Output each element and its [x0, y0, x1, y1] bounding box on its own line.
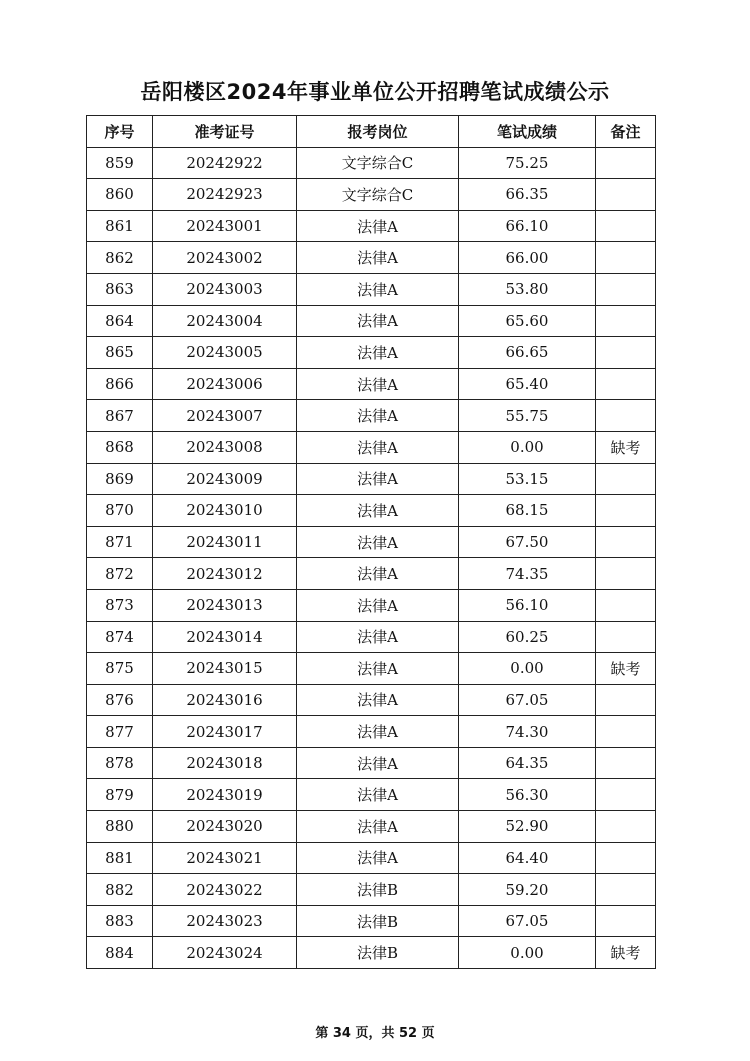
table-row [87, 589, 656, 621]
cell-score: 59.20 [459, 874, 596, 906]
cell-position: 法律A [297, 558, 459, 590]
cell-score: 0.00 [459, 653, 596, 685]
cell-exam-id: 20243005 [153, 337, 297, 369]
cell-score: 68.15 [459, 495, 596, 527]
cell-seq: 878 [87, 747, 153, 779]
table-row [87, 558, 656, 590]
cell-note [596, 589, 656, 621]
table-row [87, 716, 656, 748]
cell-score: 55.75 [459, 400, 596, 432]
cell-position: 法律A [297, 242, 459, 274]
cell-note [596, 905, 656, 937]
cell-exam-id: 20242923 [153, 179, 297, 211]
cell-note [596, 463, 656, 495]
table-row [87, 210, 656, 242]
cell-note [596, 747, 656, 779]
cell-seq: 864 [87, 305, 153, 337]
cell-seq: 875 [87, 653, 153, 685]
table-row [87, 842, 656, 874]
cell-seq: 876 [87, 684, 153, 716]
cell-note [596, 779, 656, 811]
cell-exam-id: 20243013 [153, 589, 297, 621]
cell-note [596, 842, 656, 874]
header-note: 备注 [596, 116, 656, 148]
header-position: 报考岗位 [297, 116, 459, 148]
cell-seq: 883 [87, 905, 153, 937]
cell-exam-id: 20243012 [153, 558, 297, 590]
cell-seq: 867 [87, 400, 153, 432]
cell-score: 56.10 [459, 589, 596, 621]
cell-position: 法律A [297, 747, 459, 779]
cell-exam-id: 20243019 [153, 779, 297, 811]
cell-position: 文字综合C [297, 179, 459, 211]
table-row [87, 273, 656, 305]
cell-exam-id: 20242922 [153, 147, 297, 179]
cell-seq: 863 [87, 273, 153, 305]
cell-exam-id: 20243006 [153, 368, 297, 400]
cell-score: 66.35 [459, 179, 596, 211]
cell-score: 65.60 [459, 305, 596, 337]
cell-seq: 865 [87, 337, 153, 369]
table-row [87, 368, 656, 400]
cell-position: 文字综合C [297, 147, 459, 179]
cell-exam-id: 20243004 [153, 305, 297, 337]
cell-score: 75.25 [459, 147, 596, 179]
header-score: 笔试成绩 [459, 116, 596, 148]
cell-score: 52.90 [459, 811, 596, 843]
cell-position: 法律B [297, 874, 459, 906]
cell-seq: 866 [87, 368, 153, 400]
cell-position: 法律A [297, 684, 459, 716]
cell-position: 法律A [297, 495, 459, 527]
cell-seq: 879 [87, 779, 153, 811]
cell-position: 法律A [297, 305, 459, 337]
cell-note: 缺考 [596, 937, 656, 969]
cell-exam-id: 20243017 [153, 716, 297, 748]
cell-position: 法律B [297, 937, 459, 969]
cell-position: 法律A [297, 400, 459, 432]
cell-note [596, 368, 656, 400]
table-row [87, 495, 656, 527]
cell-score: 74.30 [459, 716, 596, 748]
cell-note [596, 874, 656, 906]
table-row [87, 684, 656, 716]
cell-exam-id: 20243010 [153, 495, 297, 527]
cell-note: 缺考 [596, 431, 656, 463]
cell-score: 64.40 [459, 842, 596, 874]
cell-note [596, 684, 656, 716]
cell-seq: 862 [87, 242, 153, 274]
cell-note [596, 179, 656, 211]
cell-exam-id: 20243011 [153, 526, 297, 558]
cell-position: 法律A [297, 210, 459, 242]
cell-position: 法律A [297, 273, 459, 305]
score-table [86, 115, 656, 969]
cell-exam-id: 20243003 [153, 273, 297, 305]
table-row [87, 905, 656, 937]
cell-exam-id: 20243022 [153, 874, 297, 906]
cell-score: 64.35 [459, 747, 596, 779]
cell-seq: 880 [87, 811, 153, 843]
cell-exam-id: 20243009 [153, 463, 297, 495]
table-row [87, 431, 656, 463]
cell-score: 67.05 [459, 905, 596, 937]
table-row [87, 874, 656, 906]
cell-position: 法律A [297, 337, 459, 369]
table-header-row [87, 116, 656, 148]
table-row [87, 621, 656, 653]
cell-note [596, 716, 656, 748]
cell-seq: 868 [87, 431, 153, 463]
cell-exam-id: 20243016 [153, 684, 297, 716]
cell-seq: 870 [87, 495, 153, 527]
cell-exam-id: 20243018 [153, 747, 297, 779]
cell-note [596, 242, 656, 274]
cell-position: 法律A [297, 653, 459, 685]
cell-position: 法律A [297, 779, 459, 811]
table-row [87, 526, 656, 558]
cell-seq: 860 [87, 179, 153, 211]
cell-position: 法律A [297, 431, 459, 463]
cell-seq: 873 [87, 589, 153, 621]
cell-score: 67.05 [459, 684, 596, 716]
cell-position: 法律A [297, 842, 459, 874]
cell-note [596, 147, 656, 179]
table-row [87, 747, 656, 779]
cell-note [596, 558, 656, 590]
cell-seq: 859 [87, 147, 153, 179]
cell-position: 法律B [297, 905, 459, 937]
cell-seq: 869 [87, 463, 153, 495]
cell-score: 56.30 [459, 779, 596, 811]
cell-seq: 872 [87, 558, 153, 590]
header-seq: 序号 [87, 116, 153, 148]
cell-position: 法律A [297, 811, 459, 843]
table-row [87, 305, 656, 337]
table-row [87, 400, 656, 432]
cell-note [596, 337, 656, 369]
cell-seq: 881 [87, 842, 153, 874]
cell-seq: 884 [87, 937, 153, 969]
cell-score: 66.10 [459, 210, 596, 242]
cell-exam-id: 20243001 [153, 210, 297, 242]
cell-exam-id: 20243020 [153, 811, 297, 843]
cell-note [596, 526, 656, 558]
table-row [87, 463, 656, 495]
cell-position: 法律A [297, 621, 459, 653]
cell-score: 53.15 [459, 463, 596, 495]
cell-note [596, 811, 656, 843]
cell-exam-id: 20243024 [153, 937, 297, 969]
cell-seq: 877 [87, 716, 153, 748]
cell-position: 法律A [297, 368, 459, 400]
cell-seq: 882 [87, 874, 153, 906]
cell-score: 53.80 [459, 273, 596, 305]
table-row [87, 779, 656, 811]
table-row [87, 242, 656, 274]
cell-note [596, 305, 656, 337]
table-row [87, 811, 656, 843]
table-row [87, 337, 656, 369]
cell-note [596, 495, 656, 527]
table-row [87, 937, 656, 969]
cell-exam-id: 20243023 [153, 905, 297, 937]
header-exam-id: 准考证号 [153, 116, 297, 148]
cell-note [596, 400, 656, 432]
cell-exam-id: 20243014 [153, 621, 297, 653]
cell-note [596, 210, 656, 242]
cell-exam-id: 20243008 [153, 431, 297, 463]
cell-position: 法律A [297, 589, 459, 621]
cell-score: 74.35 [459, 558, 596, 590]
cell-score: 67.50 [459, 526, 596, 558]
cell-note [596, 273, 656, 305]
cell-score: 65.40 [459, 368, 596, 400]
cell-score: 66.65 [459, 337, 596, 369]
cell-exam-id: 20243002 [153, 242, 297, 274]
cell-note [596, 621, 656, 653]
cell-score: 0.00 [459, 431, 596, 463]
cell-position: 法律A [297, 463, 459, 495]
table-row [87, 179, 656, 211]
cell-seq: 861 [87, 210, 153, 242]
cell-position: 法律A [297, 716, 459, 748]
page-title: 岳阳楼区2024年事业单位公开招聘笔试成绩公示 [140, 80, 610, 104]
cell-position: 法律A [297, 526, 459, 558]
table-body [87, 147, 656, 968]
cell-exam-id: 20243007 [153, 400, 297, 432]
table-row [87, 147, 656, 179]
cell-score: 0.00 [459, 937, 596, 969]
table-row [87, 653, 656, 685]
cell-note: 缺考 [596, 653, 656, 685]
cell-seq: 871 [87, 526, 153, 558]
cell-score: 66.00 [459, 242, 596, 274]
cell-exam-id: 20243021 [153, 842, 297, 874]
page-footer: 第 34 页，共 52 页 [315, 1026, 435, 1041]
cell-seq: 874 [87, 621, 153, 653]
cell-score: 60.25 [459, 621, 596, 653]
cell-exam-id: 20243015 [153, 653, 297, 685]
